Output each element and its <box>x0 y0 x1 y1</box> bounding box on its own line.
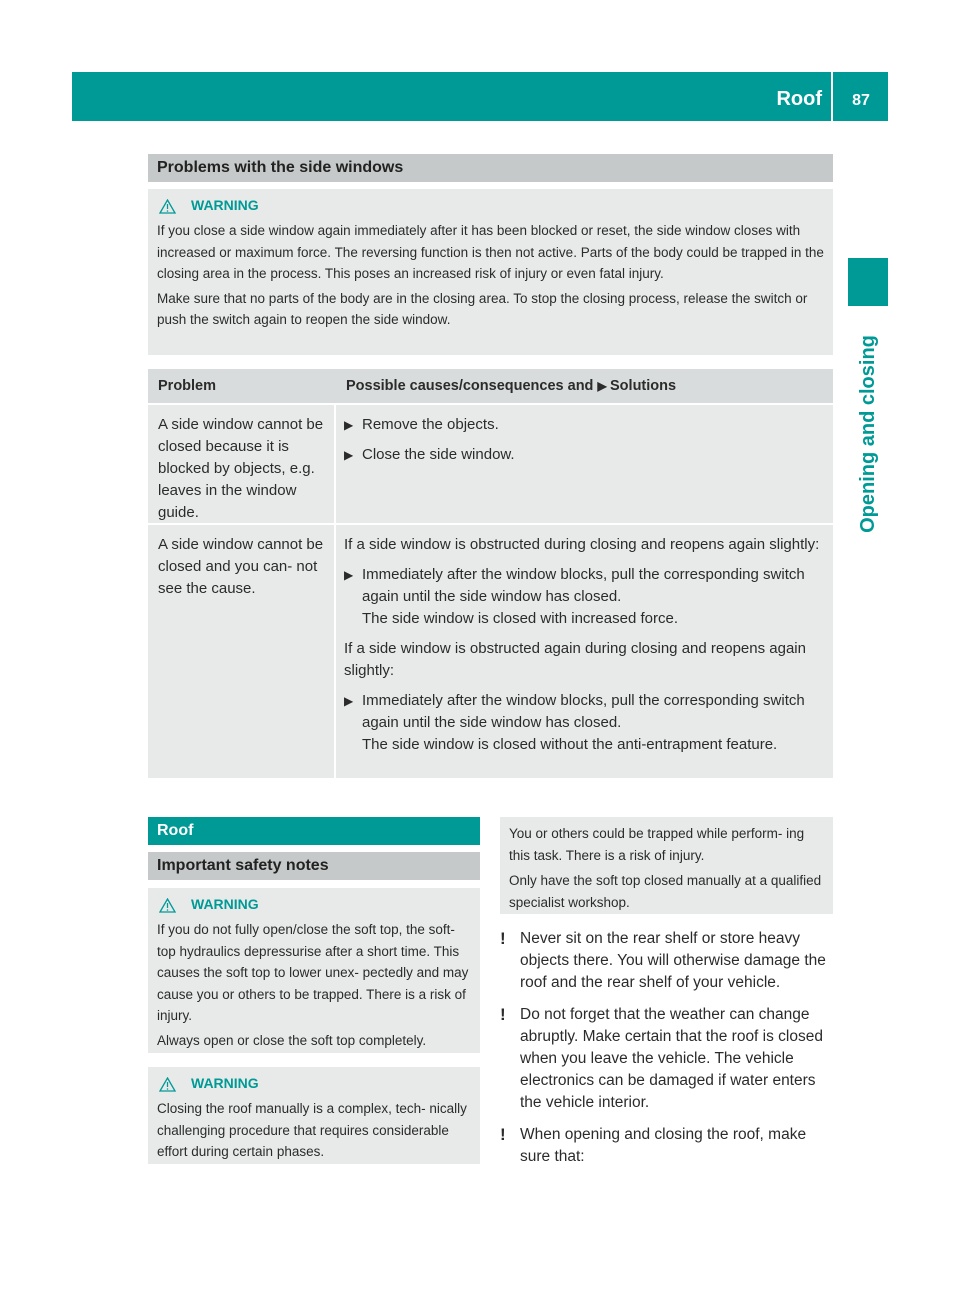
warning-heading <box>157 894 472 916</box>
warning-triangle-icon <box>159 1077 176 1092</box>
warning-paragraph: Only have the soft top closed manually at a qualified specialist workshop. <box>509 873 822 910</box>
roof-warning-box <box>148 888 480 1053</box>
solution-paragraph: If a side window is obstructed during closing and reopens again slightly: <box>344 536 820 553</box>
note-item <box>500 1004 840 1114</box>
solution-step <box>344 564 825 630</box>
step-text: Immediately after the window blocks, pull the corresponding switch again until the side window has closed. <box>362 692 805 731</box>
solution-step <box>344 444 825 466</box>
problems-table <box>148 369 833 780</box>
table-row <box>148 405 833 523</box>
exclamation-icon: ! <box>500 929 506 948</box>
warning-paragraph: Make sure that no parts of the body are in the closing area. To stop the closing process, release the switch or push the switch again to reopen the side window. <box>157 290 808 327</box>
header-section-title: Roof <box>776 88 822 110</box>
step-text: Immediately after the window blocks, pull the corresponding switch again until the side window has closed. <box>362 566 805 605</box>
column-header-problem: Problem <box>158 378 217 394</box>
warning-paragraph: You or others could be trapped while perform- ing this task. There is a risk of injury. <box>509 826 805 863</box>
solution-paragraph: If a side window is obstructed again during closing and reopens again slightly: <box>344 640 806 679</box>
header-separator <box>831 72 833 121</box>
warning-paragraph: Always open or close the soft top completely. <box>157 1032 427 1048</box>
problems-warning-box <box>148 189 833 355</box>
exclamation-icon: ! <box>500 1125 506 1144</box>
step-content <box>362 690 825 756</box>
warning-paragraph: Closing the roof manually is a complex, tech- nically challenging procedure that requires considerable effort during certain phases. <box>157 1101 467 1159</box>
solution-cell <box>336 405 833 523</box>
column-header-solutions <box>336 369 833 403</box>
step-text: Remove the objects. <box>362 416 499 433</box>
warning-heading-text: WARNING <box>191 197 259 214</box>
column-header-solutions-post: Solutions <box>610 378 677 394</box>
roof-title: Roof <box>148 817 480 845</box>
problems-title: Problems with the side windows <box>148 154 833 182</box>
warning-paragraph: If you do not fully open/close the soft top, the soft-top hydraulics depressurise after a short time. This causes the soft top to lower unex- pectedly and may cause you or others to be trapped. There is a risk of injury. <box>157 922 469 1023</box>
note-text: When opening and closing the roof, make sure that: <box>520 1126 807 1165</box>
warning-triangle-icon <box>159 199 176 214</box>
solution-step <box>344 414 825 436</box>
table-row <box>148 525 833 778</box>
step-arrow-icon: ▶ <box>344 568 354 582</box>
roof-warning-box <box>148 1067 480 1164</box>
notes-list <box>500 928 840 1178</box>
column-header-solutions-pre: Possible causes/consequences and <box>346 378 594 394</box>
step-content <box>362 564 825 630</box>
step-text: Close the side window. <box>362 446 515 463</box>
side-tab-label <box>853 314 893 554</box>
step-result: The side window is closed without the anti-entrapment feature. <box>362 736 778 753</box>
exclamation-icon: ! <box>500 1005 506 1024</box>
step-arrow-icon: ▶ <box>344 694 354 708</box>
warning-heading-text: WARNING <box>191 896 259 913</box>
warning-heading <box>157 1073 472 1095</box>
warning-heading-text: WARNING <box>191 1075 259 1092</box>
note-item <box>500 928 840 994</box>
roof-warning-continued <box>500 817 833 914</box>
side-tab-text: Opening and closing <box>857 335 879 533</box>
page-number: 87 <box>852 92 870 109</box>
step-arrow-icon: ▶ <box>344 418 354 432</box>
warning-heading <box>157 195 825 217</box>
problem-cell: A side window cannot be closed because it is blocked by objects, e.g. leaves in the window guide. <box>148 405 336 523</box>
warning-triangle-icon <box>159 898 176 913</box>
step-arrow-icon: ▶ <box>344 448 354 462</box>
side-tab-marker <box>848 258 888 306</box>
table-header <box>148 369 833 403</box>
solution-step <box>344 690 825 756</box>
note-item <box>500 1124 840 1168</box>
warning-paragraph: If you close a side window again immediately after it has been blocked or reset, the side window closes with increased or maximum force. The reversing function is then not active. Parts of the body could be trapped in the closing area in the process. This poses an increased risk of injury or even fatal injury. <box>157 223 824 281</box>
step-arrow-icon: ▶ <box>597 379 611 393</box>
roof-subtitle: Important safety notes <box>148 852 480 880</box>
solution-cell <box>336 525 833 778</box>
note-text: Do not forget that the weather can change abruptly. Make certain that the roof is closed when you leave the vehicle. The vehicle electronics can be damaged if water enters the vehicle interior. <box>520 1006 823 1111</box>
problem-cell: A side window cannot be closed and you can- not see the cause. <box>148 525 336 778</box>
step-result: The side window is closed with increased force. <box>362 610 678 627</box>
note-text: Never sit on the rear shelf or store heavy objects there. You will otherwise damage the roof and the rear shelf of your vehicle. <box>520 930 826 991</box>
